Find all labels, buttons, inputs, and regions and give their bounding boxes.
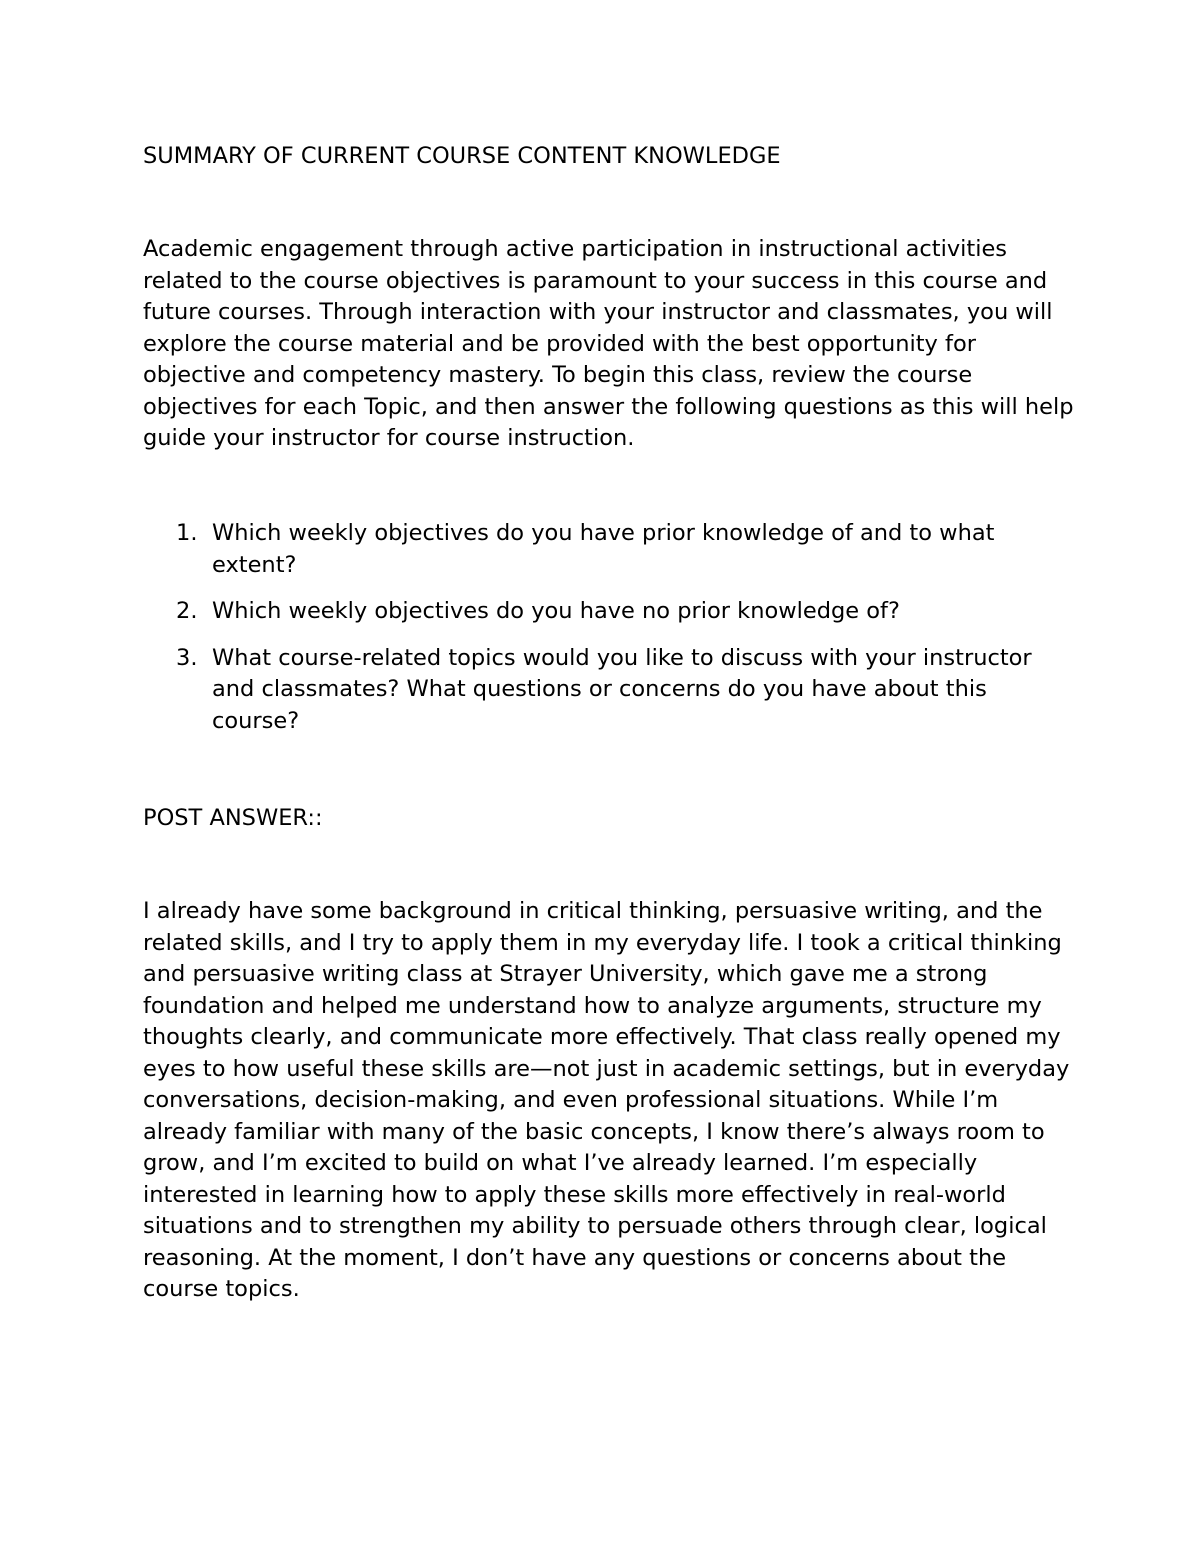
question-text: Which weekly objectives do you have no prior knowledge of? xyxy=(212,598,900,624)
question-item xyxy=(143,518,1078,581)
answer-paragraph: I already have some background in critical thinking, persuasive writing, and the related skills, and I try to apply them in my everyday life. I took a critical thinking and persuasive writing class at Strayer University, which gave me a strong foundation and helped me understand how to analyze arguments, structure my thoughts clearly, and communicate more effectively. That class really opened my eyes to how useful these skills are—not just in academic settings, but in everyday conversations, decision-making, and even professional situations. While I’m already familiar with many of the basic concepts, I know there’s always room to grow, and I’m excited to build on what I’ve already learned. I’m especially interested in learning how to apply these skills more effectively in real-world situations and to strengthen my ability to persuade others through clear, logical reasoning. At the moment, I don’t have any questions or concerns about the course topics. xyxy=(143,898,1070,1302)
question-item xyxy=(143,596,1078,628)
document-heading: SUMMARY OF CURRENT COURSE CONTENT KNOWLEDGE xyxy=(143,143,781,169)
question-list xyxy=(143,518,1078,752)
intro-paragraph: Academic engagement through active participation in instructional activities related to the course objectives is paramount to your success in this course and future courses. Through interaction with your instructor and classmates, you will explore the course material and be provided with the best opportunity for objective and competency mastery. To begin this class, review the course objectives for each Topic, and then answer the following questions as this will help guide your instructor for course instruction. xyxy=(143,236,1074,451)
question-number: 2. xyxy=(176,598,198,624)
question-item xyxy=(143,643,1078,738)
question-text: Which weekly objectives do you have prior knowledge of and to what extent? xyxy=(212,520,995,578)
question-number: 3. xyxy=(176,644,198,671)
question-text: What course-related topics would you like to discuss with your instructor and classmates? What questions or concerns do you have about this course? xyxy=(212,644,1032,734)
post-answer-label: POST ANSWER:: xyxy=(143,805,323,831)
question-number: 1. xyxy=(176,520,198,546)
